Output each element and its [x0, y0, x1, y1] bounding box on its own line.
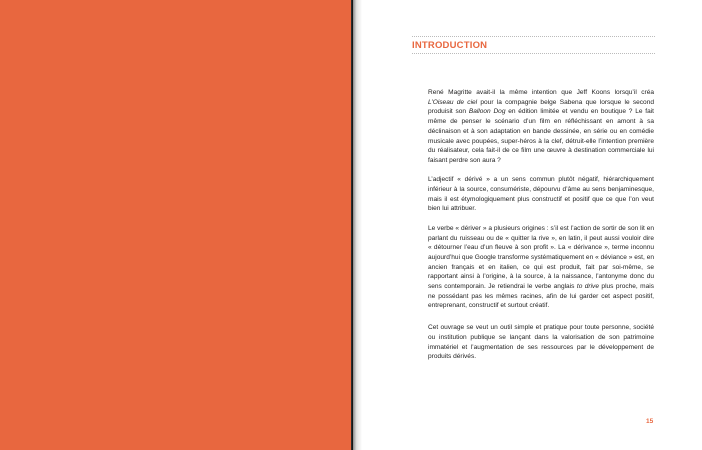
paragraph-1-text-c: en édition limitée et vendu en boutique ? Le fait même de penser le scénario d’un film en réfléchissant en amont à sa déclinaison et à son adaptation en bande dessinée, en série ou en comédie musicale avec poupées, super-héros à la clef, détruit-elle l’intention première du réalisateur, cela fait-il de ce film une œuvre à destination commerciale lui faisant perdre son aura ?: [428, 108, 654, 164]
title-rule-bottom: [412, 53, 655, 54]
paragraph-3: [428, 224, 654, 311]
title-rule-top: [412, 36, 655, 37]
page-number: 15: [646, 418, 654, 425]
paragraph-4: Cet ouvrage se veut un outil simple et pratique pour toute personne, société ou institution publique se lançant dans la valorisation de son patrimoine immatériel et l’augmentation de ses ressources par le développement de produits dérivés.: [428, 324, 654, 361]
paragraph-3-text-a: Le verbe « dériver » a plusieurs origines : s’il est l’action de sortir de son lit en parlant du ruisseau ou de « quitter la rive », en latin, il peut aussi vouloir dire « détourner l’eau d’un fleuve à son profit ». La « dérivance », terme inconnu aujourd’hui que Google transforme systématiquement en « déviance » est, en ancien français et en italien, ce qui est produit, fait par soi-même, se rapportant ainsi à l’origine, à la source, à la naissance, l’antonyme donc du sens contemporain. Je retiendrai le verbe anglais: [428, 224, 654, 291]
paragraph-1: [428, 88, 654, 166]
term-to-drive: to drive: [576, 283, 599, 291]
paragraph-3-text-b: plus proche, mais ne possédant pas les mêmes racines, afin de lui garder cet aspect positif, entreprenant, constructif et surtout créatif.: [428, 283, 654, 310]
body-text: [428, 88, 654, 372]
paragraph-1-text-b: pour la compagnie belge Sabena que lorsque le second produisit son: [428, 98, 654, 116]
section-title: INTRODUCTION: [412, 40, 488, 51]
paragraph-2: L’adjectif « dérivé » a un sens commun plutôt négatif, hiérarchiquement inférieur à la source, consumériste, dépourvu d’âme au sens benjaminesque, mais il est étymologiquement plus constructif et positif que ce que l’on veut bien lui attribuer.: [428, 176, 654, 213]
paragraph-1-text-a: René Magritte avait-il la même intention que Jeff Koons lorsqu’il créa: [428, 89, 654, 96]
spine-shadow: [352, 0, 362, 450]
artwork-title-oiseau: L’Oiseau de ciel: [428, 98, 478, 106]
artwork-title-balloon-dog: Balloon Dog: [468, 108, 506, 116]
